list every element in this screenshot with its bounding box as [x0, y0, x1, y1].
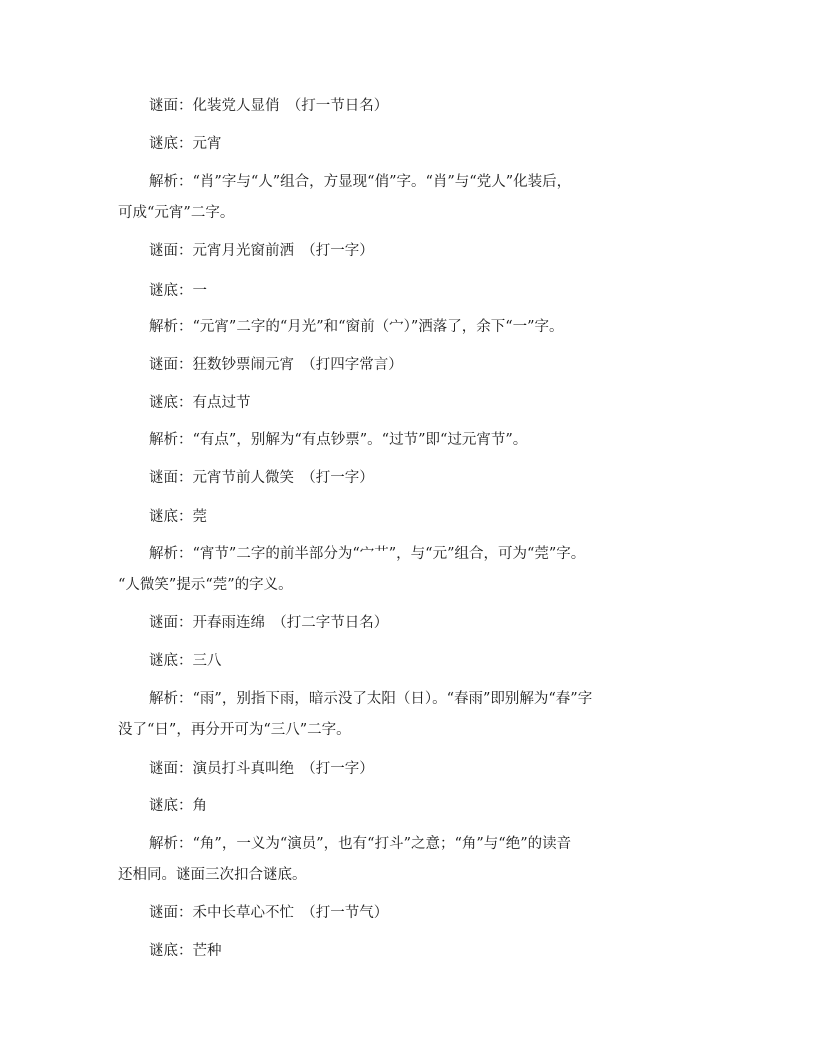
riddle-1-explanation-line-2: 可成“元宵”二字。	[118, 205, 235, 221]
riddle-2-question: 谜面：元宵月光窗前洒 （打一字）	[149, 243, 374, 259]
riddle-4-question: 谜面：元宵节前人微笑 （打一字）	[149, 470, 374, 486]
riddle-3-answer: 谜底：有点过节	[149, 395, 251, 411]
riddle-4-answer: 谜底：莞	[149, 509, 207, 525]
riddle-7-question: 谜面：禾中长草心不忙 （打一节气）	[149, 905, 389, 921]
riddle-1-question: 谜面：化装党人显俏 （打一节日名）	[149, 98, 389, 114]
riddle-2-explanation-line-1: 解析：“元宵”二字的“月光”和“窗前（宀）”洒落了，余下“一”字。	[149, 319, 564, 335]
riddle-1-answer: 谜底：元宵	[149, 136, 222, 152]
riddle-2-answer: 谜底：一	[149, 283, 207, 299]
riddle-4-explanation-line-1: 解析：“宵节”二字的前半部分为“宀艹”，与“元”组合，可为“莞”字。	[149, 546, 586, 562]
riddle-6-explanation-line-1: 解析：“角”，一义为“演员”，也有“打斗”之意；“角”与“绝”的读音	[149, 836, 572, 852]
riddle-5-explanation-line-1: 解析：“雨”，别指下雨，暗示没了太阳（日）。“春雨”即别解为“春”字	[149, 691, 593, 707]
riddle-6-explanation-line-2: 还相同。谜面三次扣合谜底。	[118, 867, 307, 883]
riddle-6-answer: 谜底：角	[149, 798, 207, 814]
riddle-6-question: 谜面：演员打斗真叫绝 （打一字）	[149, 761, 374, 777]
riddle-3-question: 谜面：狂数钞票闹元宵 （打四字常言）	[149, 357, 403, 373]
riddle-5-explanation-line-2: 没了“日”，再分开可为“三八”二字。	[118, 722, 351, 738]
riddle-3-explanation-line-1: 解析：“有点”，别解为“有点钞票”。“过节”即“过元宵节”。	[149, 432, 528, 448]
riddle-5-question: 谜面：开春雨连绵 （打二字节日名）	[149, 615, 389, 631]
riddle-7-answer: 谜底：芒种	[149, 943, 222, 959]
riddle-4-explanation-line-2: “人微笑”提示“莞”的字义。	[118, 577, 293, 593]
riddle-5-answer: 谜底：三八	[149, 653, 222, 669]
riddle-1-explanation-line-1: 解析：“肖”字与“人”组合，方显现“俏”字。“肖”与“党人”化装后，	[149, 174, 572, 190]
